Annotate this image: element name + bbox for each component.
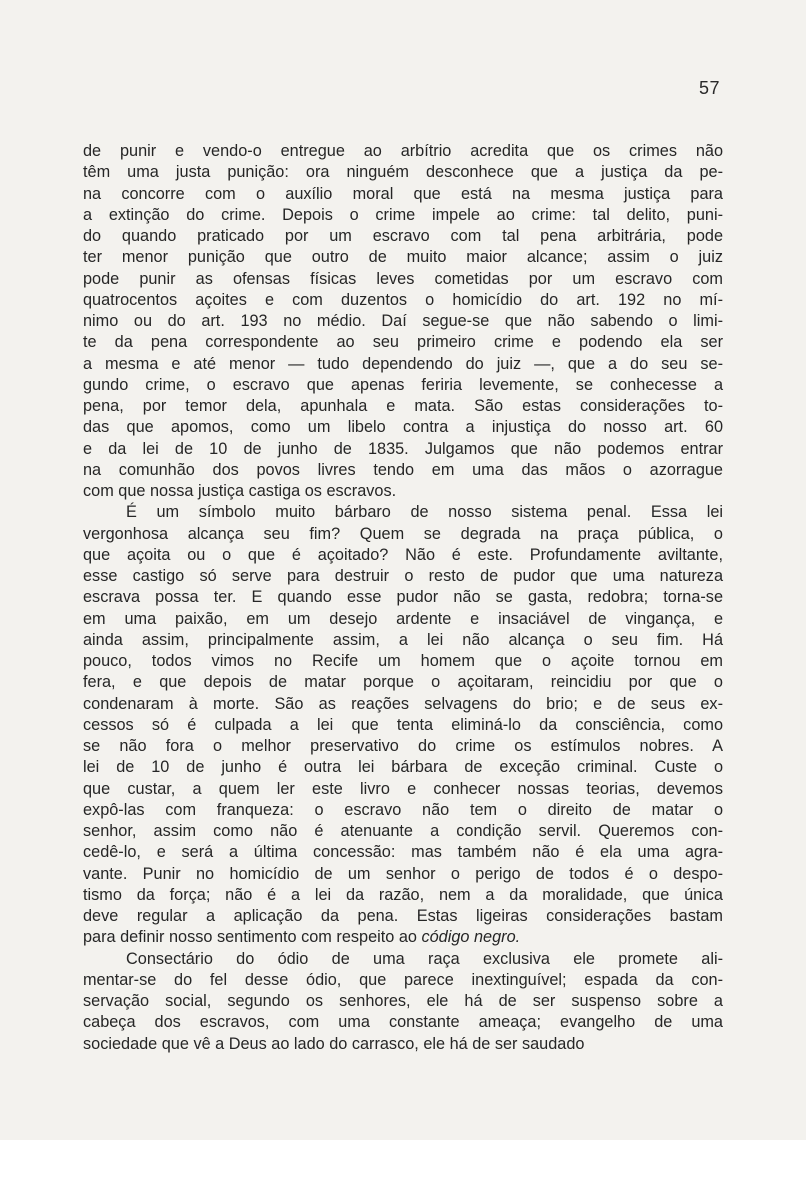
text-line: ainda assim, principalmente assim, a lei não alcança o seu fim. Há: [83, 630, 723, 649]
page-number: 57: [698, 78, 720, 98]
text-line: senhor, assim como não é atenuante a condição servil. Queremos con-: [83, 822, 723, 840]
text-line: que custar, a quem ler este livro e conhecer nossas teorias, devemos: [83, 779, 723, 798]
text-line: das que apomos, como um libelo contra a injustiça do nosso art. 60: [83, 418, 723, 437]
text-line: pena, por temor dela, apunhala e mata. São estas considerações to-: [83, 397, 723, 415]
text-line: esse castigo só serve para destruir o resto de pudor que uma natureza: [83, 567, 723, 585]
text-line: e da lei de 10 de junho de 1835. Julgamos que não podemos entrar: [83, 439, 723, 458]
text-line: do quando praticado por um escravo com tal pena arbitrária, pode: [83, 227, 723, 245]
body-text: [83, 141, 723, 1055]
paragraph: [83, 141, 723, 502]
text-line: na comunhão dos povos livres tendo em uma das mãos o azorrague: [83, 460, 723, 479]
text-line: lei de 10 de junho é outra lei bárbara de exceção criminal. Custe o: [83, 758, 723, 777]
text-line: quatrocentos açoites e com duzentos o homicídio do art. 192 no mí-: [83, 290, 723, 309]
text-line: a extinção do crime. Depois o crime impele ao crime: tal delito, puni-: [83, 205, 723, 224]
italic-term: código negro.: [421, 928, 521, 947]
text-line: pouco, todos vimos no Recife um homem que o açoite tornou em: [83, 652, 723, 670]
text-line: deve regular a aplicação da pena. Estas ligeiras considerações bastam: [83, 907, 723, 925]
text-line: de punir e vendo-o entregue ao arbítrio acredita que os crimes não: [83, 142, 723, 160]
text-line: tismo da força; não é a lei da razão, nem a da moralidade, que única: [83, 885, 723, 904]
text-line: servação social, segundo os senhores, ele há de ser suspenso sobre a: [83, 992, 723, 1010]
text-line: Consectário do ódio de uma raça exclusiva ele promete ali-: [126, 949, 723, 968]
text-line: sociedade que vê a Deus ao lado do carrasco, ele há de ser saudado: [83, 1034, 585, 1053]
text-line: têm uma justa punição: ora ninguém desconhece que a justiça da pe-: [83, 163, 723, 182]
text-line: ter menor punição que outro de muito maior alcance; assim o juiz: [83, 248, 723, 267]
text-line: se não fora o melhor preservativo do crime os estímulos nobres. A: [83, 737, 723, 755]
text-fragment: para definir nosso sentimento com respeito ao: [83, 928, 422, 947]
page-margin-bottom: [0, 1140, 806, 1196]
text-line: te da pena correspondente ao seu primeiro crime e podendo ela ser: [83, 333, 723, 352]
text-line: nimo ou do art. 193 no médio. Daí segue-se que não sabendo o limi-: [83, 312, 723, 330]
text-line: pode punir as ofensas físicas leves cometidas por um escravo com: [83, 269, 723, 288]
text-line: cabeça dos escravos, com uma constante ameaça; evangelho de uma: [83, 1013, 723, 1032]
text-line: a mesma e até menor — tudo dependendo do juiz —, que a do seu se-: [83, 354, 723, 373]
text-line: cessos só é culpada a lei que tenta eliminá-lo da consciência, como: [83, 715, 723, 734]
text-line: gundo crime, o escravo que apenas feriria levemente, se conhecesse a: [83, 375, 723, 394]
paragraph: [83, 949, 723, 1055]
text-line: vante. Punir no homicídio de um senhor o perigo de todos é o despo-: [83, 864, 723, 883]
text-line: em uma paixão, em um desejo ardente e insaciável de vingança, e: [83, 609, 723, 628]
text-line: mentar-se do fel desse ódio, que parece inextinguível; espada da con-: [83, 970, 723, 989]
text-line: cedê-lo, e será a última concessão: mas também não é ela uma agra-: [83, 843, 723, 862]
text-line: condenaram à morte. São as reações selvagens do brio; e de seus ex-: [83, 694, 723, 713]
text-line: expô-las com franqueza: o escravo não tem o direito de matar o: [83, 800, 723, 819]
text-line: na concorre com o auxílio moral que está na mesma justiça para: [83, 184, 723, 203]
paragraph: [83, 502, 723, 948]
text-line: [83, 927, 723, 948]
text-line: que açoita ou o que é açoitado? Não é este. Profundamente aviltante,: [83, 545, 723, 564]
text-line: com que nossa justiça castiga os escravos.: [83, 482, 397, 500]
text-line: fera, e que depois de matar porque o açoitaram, reincidiu por que o: [83, 673, 723, 692]
text-line: escrava possa ter. E quando esse pudor não se gasta, redobra; torna-se: [83, 588, 723, 607]
text-line: É um símbolo muito bárbaro de nosso sistema penal. Essa lei: [126, 503, 723, 522]
text-line: vergonhosa alcança seu fim? Quem se degrada na praça pública, o: [83, 524, 723, 543]
